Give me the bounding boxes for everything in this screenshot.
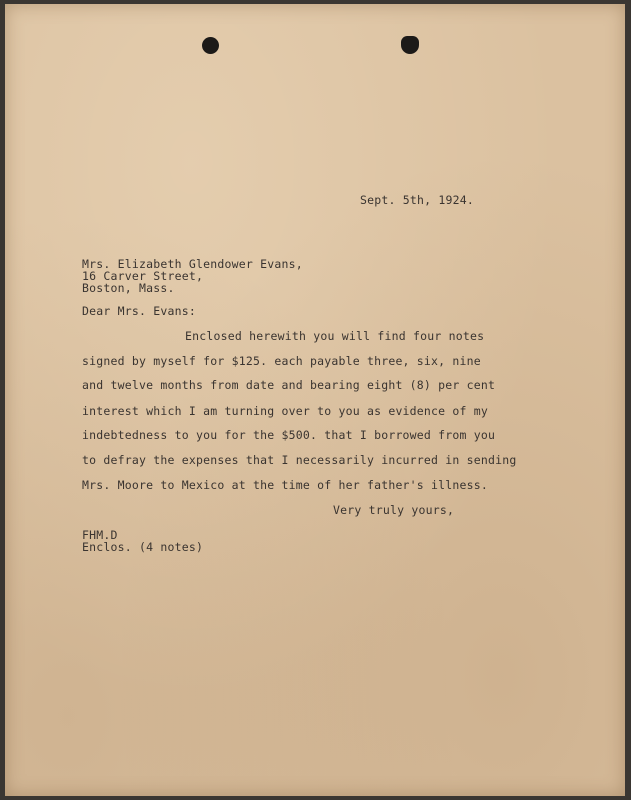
body-line: interest which I am turning over to you as evidence of my — [82, 404, 489, 418]
recipient-street: 16 Carver Street, — [82, 269, 204, 283]
recipient-city: Boston, Mass. — [82, 281, 175, 295]
body-line: to defray the expenses that I necessarily incurred in sending — [82, 453, 517, 467]
closing: Very truly yours, — [333, 503, 455, 517]
body-line: Mrs. Moore to Mexico at the time of her father's illness. — [82, 478, 489, 492]
body-line: and twelve months from date and bearing eight (8) per cent — [82, 378, 496, 392]
body-line: Enclosed herewith you will find four notes — [185, 329, 485, 343]
body-line: indebtedness to you for the $500. that I borrowed from you — [82, 428, 496, 442]
letter-date: Sept. 5th, 1924. — [360, 193, 474, 207]
letter-page — [5, 4, 625, 796]
salutation: Dear Mrs. Evans: — [82, 304, 196, 318]
body-line: signed by myself for $125. each payable three, six, nine — [82, 354, 481, 368]
recipient-name: Mrs. Elizabeth Glendower Evans, — [82, 257, 303, 271]
typist-initials: FHM.D — [82, 528, 118, 542]
punch-hole-left — [202, 37, 219, 54]
enclosure-note: Enclos. (4 notes) — [82, 540, 204, 554]
punch-hole-right — [401, 36, 419, 54]
